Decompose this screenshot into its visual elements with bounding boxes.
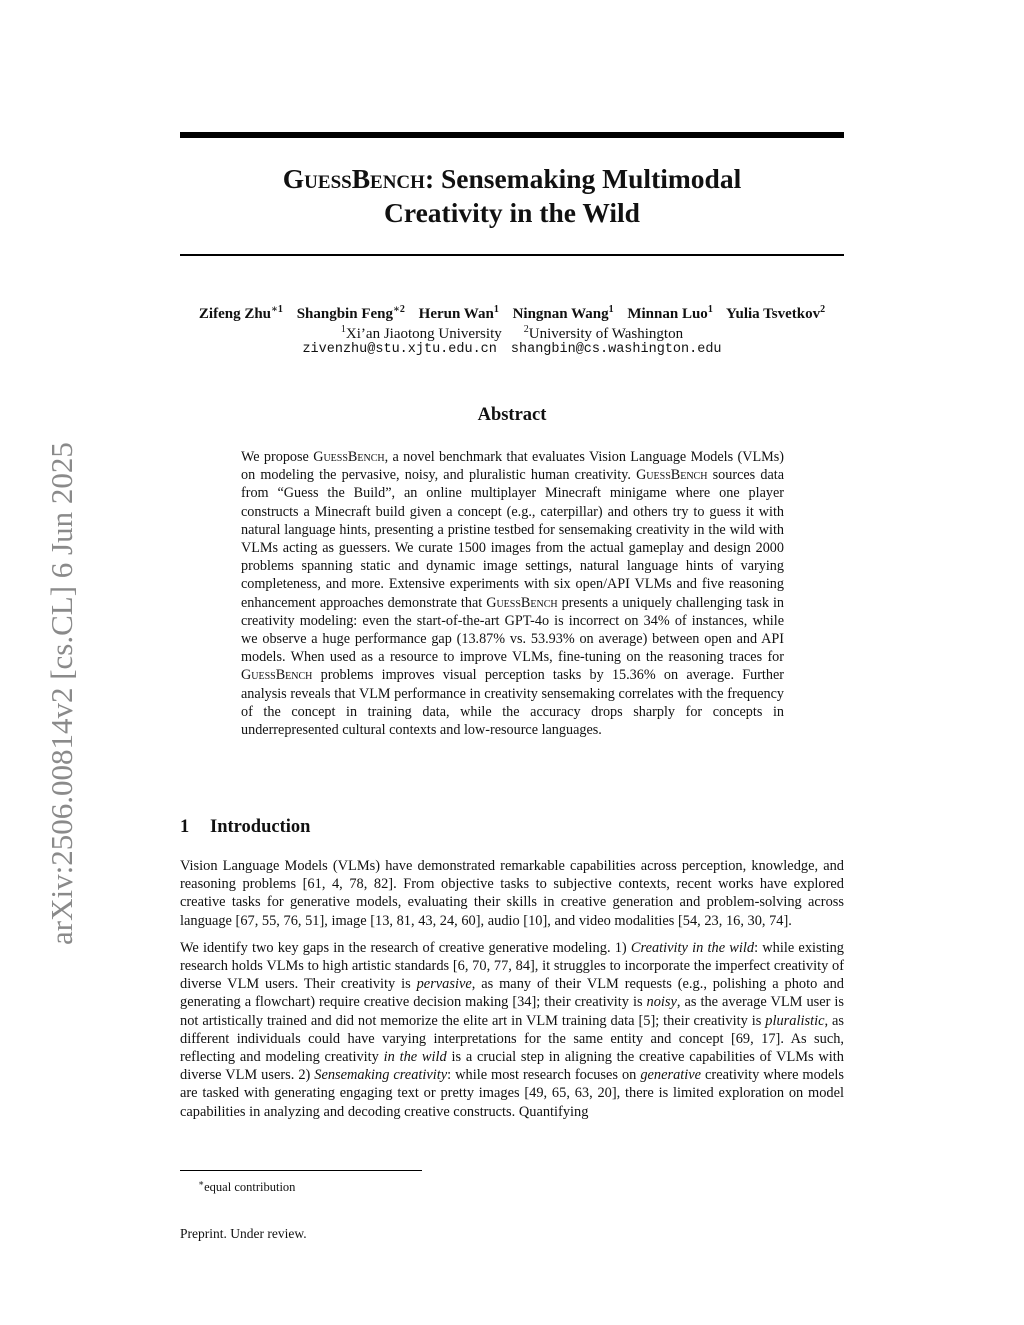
author-sup: 1 xyxy=(707,304,713,315)
email: zivenzhu@stu.xjtu.edu.cn xyxy=(302,342,497,357)
paragraph: Vision Language Models (VLMs) have demonstrated remarkable capabilities across perception, knowledge, and reasoning problems [61, 4, 78, 82]. From objective tasks to subjective contexts, recent works have explored creative tasks for generative models, evaluating their skills in creative generation and problem-solving across language [67, 55, 76, 51], image [13, 81, 43, 24, 60], audio [10], and video modalities [54, 23, 16, 30, 74]. xyxy=(180,858,844,929)
footnote-text: equal contribution xyxy=(204,1180,296,1195)
brand-name: GuessBench xyxy=(241,667,313,684)
title-line2: Creativity in the Wild xyxy=(384,197,640,228)
author: Shangbin Feng xyxy=(296,306,393,322)
affiliation: Xi’an Jiaotong University xyxy=(345,326,502,342)
footnote-rule xyxy=(180,1170,422,1171)
affiliation: University of Washington xyxy=(528,326,684,342)
email: shangbin@cs.washington.edu xyxy=(510,342,722,357)
author-sup: ∗1 xyxy=(271,304,283,315)
author: Herun Wan xyxy=(418,306,494,322)
title-top-rule xyxy=(180,132,844,138)
author: Ningnan Wang xyxy=(512,306,609,322)
author: Yulia Tsvetkov xyxy=(726,306,821,322)
abstract-heading: Abstract xyxy=(477,405,547,425)
paragraph: We identify two key gaps in the research of creative generative modeling. 1) Creativity in the wild: while existing research holds VLMs to high artistic standards [6, 70, 77, 84], it struggles to incorporate the imperfect creativity of diverse VLM users. Their creativity is pervasive, as many of their VLM requests (e.g., polishing a photo and generating a flowchart) require creative decision making [34]; their creativity is noisy, as the average VLM user is not artistically trained and did not memorize the elite art in VLM training data [5]; their creativity is pluralistic, as different individuals could have varying interpretations for the same entity and concept [69, 17]. As such, reflecting and modeling creativity in the wild is a crucial step in aligning the creative capabilities of VLMs with diverse VLM users. 2) Sensemaking creativity: while most research focuses on generative creativity where models are tasked with generating engaging text or pretty images [49, 65, 63, 20], there is limited exploration on model capabilities in analyzing and decoding creative constructs. Quantifying xyxy=(180,939,845,1120)
author-sup: 1 xyxy=(493,304,499,315)
introduction-body xyxy=(180,857,844,1130)
arxiv-identifier-stamp: arXiv:2506.00814v2 [cs.CL] 6 Jun 2025 xyxy=(44,442,79,945)
brand-name: GuessBench xyxy=(636,467,708,484)
title-line1-rest: : Sensemaking Multimodal xyxy=(424,163,742,194)
author-emails xyxy=(180,340,844,360)
affiliation-sup: 1 xyxy=(340,324,346,335)
author-sup: 1 xyxy=(608,304,614,315)
title-bottom-rule xyxy=(180,254,844,256)
abstract-body: We propose GuessBench, a novel benchmark that evaluates Vision Language Models (VLMs) on modeling the pervasive, noisy, and pluralistic human creativity. GuessBench sources data from “Guess the Build”, an online multiplayer Minecraft minigame where one player constructs a Minecraft build given a concept (e.g., caterpillar) and others try to guess it with natural language hints, presenting a pristine testbed for sensemaking creativity in the wild with VLMs acting as guessers. We curate 1500 images from the actual gameplay and design 2000 problems spanning static and dynamic image settings, natural language hints of varying completeness, and more. Extensive experiments with six open/API VLMs and five reasoning enhancement approaches demonstrate that GuessBench presents a uniquely challenging task in creativity modeling: even the start-of-the-art GPT-4o is incorrect on 34% of instances, while we observe a huge performance gap (13.87% vs. 53.93% on average) between open and API models. When used as a resource to improve VLMs, fine-tuning on the reasoning traces for GuessBench problems improves visual perception tasks by 15.36% on average. Further analysis reveals that VLM performance in creativity sensemaking correlates with the frequency of the concept in training data, while the accuracy drops sharply for concepts in underrepresented cultural contexts and low-resource languages. xyxy=(241,449,785,739)
section-heading-introduction xyxy=(180,815,310,839)
brand-name: GuessBench xyxy=(313,449,385,465)
footer-preprint-notice: Preprint. Under review. xyxy=(180,1226,307,1241)
footnote-mark: ∗ xyxy=(198,1178,205,1188)
affiliation-sup: 2 xyxy=(523,324,529,335)
brand-name: GuessBench xyxy=(486,594,558,611)
author: Zifeng Zhu xyxy=(198,306,272,322)
title-brand: GuessBench xyxy=(282,163,425,194)
author-sup: ∗2 xyxy=(392,304,405,315)
section-number: 1 xyxy=(180,817,190,837)
author-sup: 2 xyxy=(820,304,826,315)
footnote xyxy=(198,1175,295,1195)
paper-title xyxy=(180,162,844,230)
author: Minnan Luo xyxy=(627,306,708,322)
section-title: Introduction xyxy=(210,817,311,837)
